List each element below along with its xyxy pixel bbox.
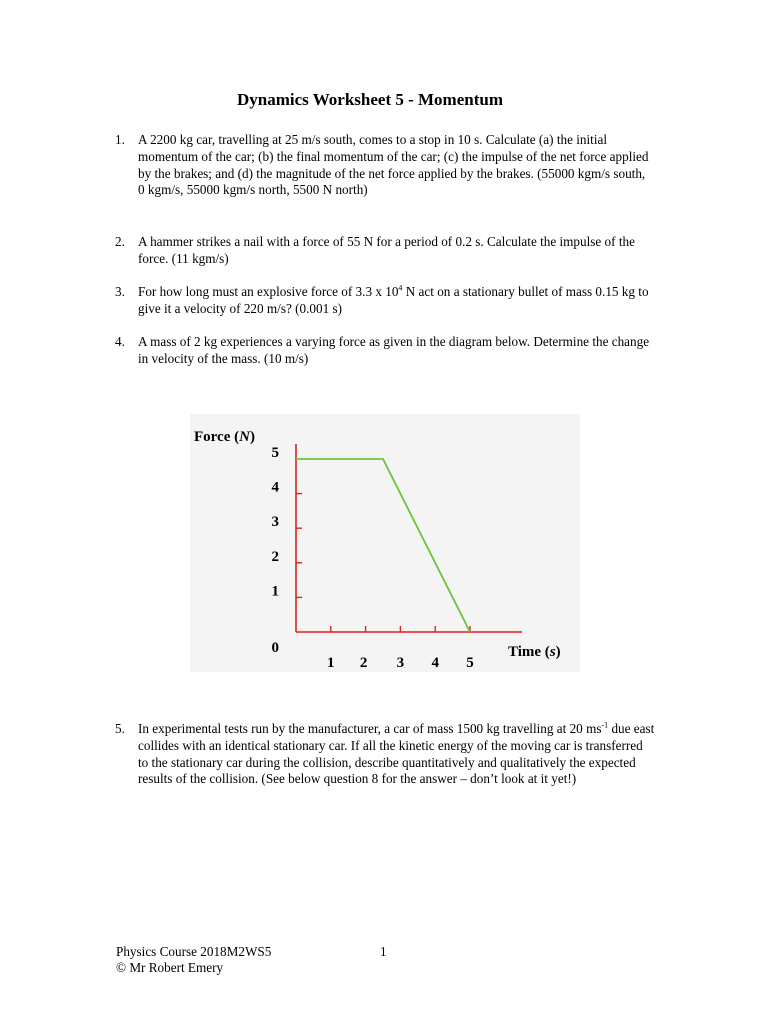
question-number: 1. — [115, 132, 125, 147]
x-tick-label: 4 — [431, 655, 439, 671]
question-text: A mass of 2 kg experiences a varying force as given in the diagram below. Determine the change in velocity of the mass. (10 m/s) — [138, 334, 650, 366]
origin-label: 0 — [271, 640, 279, 656]
x-tick-label: 1 — [327, 655, 335, 671]
footer — [116, 944, 271, 976]
x-tick-label: 2 — [359, 655, 368, 671]
question-number: 4. — [115, 334, 125, 349]
exponent: 4 — [398, 283, 403, 293]
y-tick-label: 5 — [271, 445, 279, 461]
question-1 — [115, 132, 655, 199]
y-tick-label: 3 — [271, 514, 279, 531]
question-2 — [115, 234, 655, 268]
question-text: In experimental tests run by the manufacturer, a car of mass 1500 kg travelling at 20 $ms^{-1}$ due east collides with an identical stationary car. If all the kinetic energy of the moving car is transferred to the stationary car during the collision, describe quantitatively and qualitatively the expected results of the collision. (See below question 8 for the answer – don’t look at it yet!) — [138, 720, 655, 787]
page-number: 1 — [380, 944, 387, 959]
question-4 — [115, 334, 655, 368]
force-time-graph — [190, 414, 580, 672]
question-5 — [115, 721, 655, 788]
question-text: A 2200 kg car, travelling at 25 m/s south, comes to a stop in 10 s. Calculate (a) the initial momentum of the car; (b) the final momentum of the car; (c) the impulse of the net force applied by the brakes; and (d) the magnitude of the net force applied by the brakes. (55000 kgm/s south, 0 kgm/s, 55000 kgm/s north, 5500 N north) — [138, 132, 649, 198]
question-text: For how long must an explosive force of 3.3 x $10^4$ N act on a stationary bullet of mass 0.15 kg to give it a velocity of 220 m/s? (0.001 s) — [138, 283, 649, 316]
question-number: 3. — [115, 284, 125, 299]
x-axis-label: Time (s) — [508, 644, 561, 660]
x-tick-label: 3 — [396, 655, 405, 671]
x-tick-label: 5 — [466, 655, 474, 671]
question-text: A hammer strikes a nail with a force of 55 N for a period of 0.2 s. Calculate the impulse of the force. (11 kgm/s) — [138, 234, 635, 266]
page-title: Dynamics Worksheet 5 - Momentum — [237, 90, 503, 109]
exponent: -1 — [601, 720, 609, 730]
question-number: 5. — [115, 721, 125, 736]
question-3 — [115, 284, 655, 318]
force-time-graph-svg — [190, 414, 580, 672]
course-code: Physics Course 2018M2WS5 — [116, 944, 272, 959]
y-tick-label: 2 — [271, 548, 279, 565]
y-tick-label: 4 — [271, 479, 279, 496]
copyright: © Mr Robert Emery — [116, 960, 224, 975]
force-series-line — [296, 459, 470, 632]
y-tick-label: 1 — [271, 583, 279, 600]
question-number: 2. — [115, 234, 125, 249]
y-axis-label: Force (N) — [194, 429, 255, 445]
